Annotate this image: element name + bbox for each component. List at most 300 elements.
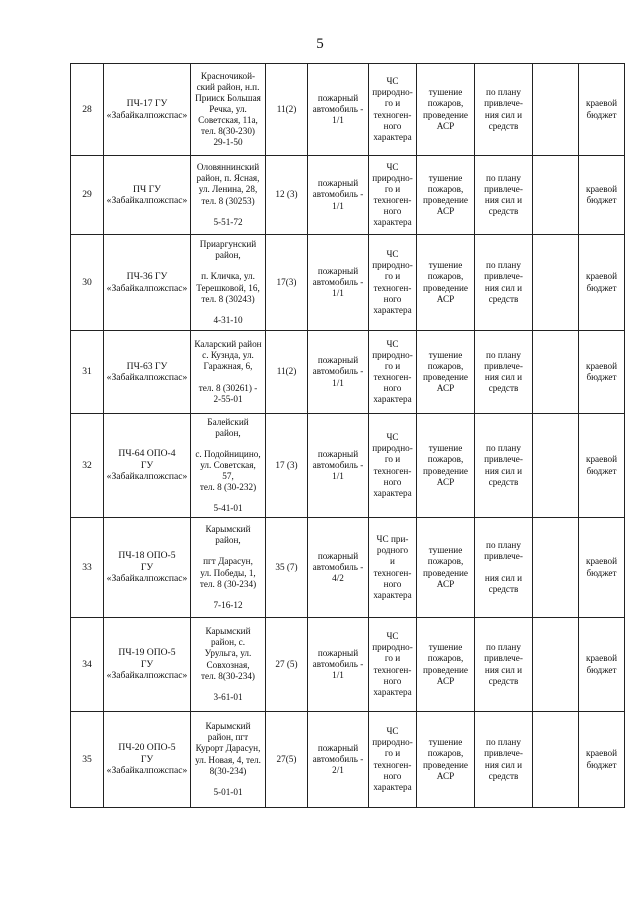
unit-name-line: ПЧ-17 ГУ	[126, 98, 168, 109]
tasks-cell	[417, 331, 475, 414]
equipment-line: автомобиль -	[312, 103, 364, 114]
equipment-line: пожарный	[317, 448, 359, 459]
funding-line: краевой	[586, 271, 617, 282]
unit-name-line: «Забайкалпожспас»	[106, 372, 188, 383]
plan-cell	[475, 712, 533, 808]
equipment-cell	[308, 414, 369, 518]
empty-cell	[533, 156, 579, 235]
emergency-type-line: природно-	[372, 349, 413, 360]
tasks-cell	[417, 518, 475, 618]
row-number-cell: 31	[71, 331, 104, 414]
emergency-type-line: ЧС	[386, 76, 399, 87]
plan-line: средств	[488, 383, 519, 394]
tasks-line: тушение	[428, 172, 463, 183]
emergency-type-cell	[369, 64, 417, 156]
emergency-type-cell	[369, 156, 417, 235]
empty-cell	[533, 414, 579, 518]
row-number-cell: 33	[71, 518, 104, 618]
address-line: 5-01-01	[213, 786, 243, 797]
unit-name-line: «Забайкалпожспас»	[106, 573, 188, 585]
unit-name-cell	[104, 64, 191, 156]
address-line: тел. 8(30-234)	[200, 670, 255, 681]
unit-name-cell	[104, 414, 191, 518]
equipment-cell	[308, 618, 369, 712]
address-line: Совхозная,	[206, 659, 250, 670]
plan-cell	[475, 331, 533, 414]
table-row	[71, 712, 625, 808]
emergency-type-line: техноген-	[373, 195, 412, 205]
equipment-line: 2/1	[332, 765, 344, 776]
table-row	[71, 518, 625, 618]
tasks-cell	[417, 156, 475, 235]
unit-name-line: «Забайкалпожспас»	[106, 471, 188, 483]
tasks-line: проведение	[422, 372, 468, 382]
emergency-type-line: ЧС при-	[376, 534, 409, 545]
funding-cell	[579, 235, 625, 331]
address-line: тел. 8(30-230)	[200, 126, 255, 137]
emergency-type-line: ЧС	[386, 432, 399, 443]
emergency-type-cell	[369, 618, 417, 712]
funding-cell	[579, 331, 625, 414]
staff-count-cell: 11(2)	[266, 331, 308, 414]
funding-line: краевой	[586, 748, 617, 759]
address-line: тел. 8 (30253)	[201, 195, 255, 206]
address-gap	[193, 439, 263, 449]
plan-cell	[475, 235, 533, 331]
table-row	[71, 414, 625, 518]
tasks-cell	[417, 64, 475, 156]
emergency-type-line: характера	[373, 394, 412, 405]
unit-name-line: «Забайкалпожспас»	[106, 109, 188, 121]
equipment-line: автомобиль -	[312, 561, 364, 572]
emergency-type-cell	[369, 331, 417, 414]
staff-count-cell: 11(2)	[266, 64, 308, 156]
row-number-cell: 34	[71, 618, 104, 712]
address-line: ский район, н.п.	[196, 81, 260, 92]
address-line: с. Подойницино,	[195, 448, 261, 459]
equipment-line: 1/1	[332, 288, 344, 299]
address-line: Речка, ул.	[209, 103, 247, 114]
tasks-line: проведение	[422, 465, 468, 476]
tasks-line: тушение	[428, 737, 463, 748]
emergency-type-line: характера	[373, 589, 412, 600]
address-line: ул. Победы, 1,	[200, 567, 256, 578]
emergency-type-line: природно-	[372, 737, 413, 748]
plan-line: ния сил и	[484, 282, 523, 293]
equipment-line: автомобиль -	[312, 366, 364, 377]
emergency-type-line: ЧС	[386, 726, 399, 737]
funding-line: бюджет	[586, 282, 617, 293]
address-line: Советская, 11а,	[198, 115, 258, 126]
address-line: Терешковой, 16,	[196, 282, 260, 293]
equipment-line: автомобиль -	[312, 459, 364, 470]
funding-line: бюджет	[586, 567, 617, 578]
address-cell	[191, 156, 266, 235]
address-line: ул. Новая, 4, тел.	[195, 754, 261, 765]
emergency-type-line: ного	[383, 675, 402, 686]
plan-line: средств	[488, 293, 519, 304]
emergency-type-line: ного	[383, 206, 402, 217]
tasks-line: проведение	[422, 195, 468, 205]
plan-line: привлече-	[484, 98, 523, 109]
equipment-line: пожарный	[317, 742, 359, 753]
address-gap	[193, 682, 263, 692]
unit-name-cell	[104, 331, 191, 414]
tasks-line: АСР	[436, 675, 455, 686]
emergency-type-line: го и	[384, 183, 401, 194]
plan-cell	[475, 414, 533, 518]
address-line: 7-16-12	[213, 599, 243, 610]
address-line: тел. 8 (30243)	[201, 293, 255, 304]
funding-cell	[579, 156, 625, 235]
equipment-line: автомобиль -	[312, 753, 364, 764]
tasks-line: тушение	[428, 260, 463, 271]
equipment-line: автомобиль -	[312, 276, 364, 287]
tasks-line: пожаров,	[427, 98, 464, 109]
plan-line: по плану	[486, 539, 521, 550]
emergency-type-line: го и	[384, 454, 401, 465]
emergency-type-line: го и	[384, 98, 401, 109]
unit-name-cell	[104, 618, 191, 712]
unit-name-line: ПЧ-64 ОПО-4	[118, 448, 176, 460]
funding-line: бюджет	[586, 465, 617, 476]
address-gap	[193, 546, 263, 556]
equipment-line: 1/1	[332, 670, 344, 681]
funding-cell	[579, 414, 625, 518]
equipment-line: 1/1	[332, 377, 344, 388]
address-line: Прииск Большая	[195, 92, 261, 103]
plan-cell	[475, 618, 533, 712]
equipment-cell	[308, 235, 369, 331]
unit-name-line: ПЧ ГУ	[133, 183, 161, 195]
emergency-type-cell	[369, 712, 417, 808]
plan-line: средств	[488, 584, 519, 595]
plan-line: привлече-	[484, 653, 523, 664]
emergency-type-line: родного	[376, 545, 409, 556]
address-line: пгт Дарасун,	[203, 556, 253, 567]
equipment-line: 1/1	[332, 115, 344, 126]
tasks-line: тушение	[428, 87, 463, 98]
address-gap	[193, 207, 263, 217]
plan-line: ния сил и	[484, 195, 523, 205]
empty-cell	[533, 64, 579, 156]
tasks-line: пожаров,	[427, 360, 464, 371]
tasks-line: пожаров,	[427, 271, 464, 282]
tasks-line: проведение	[422, 664, 468, 675]
address-cell	[191, 518, 266, 618]
emergency-type-line: характера	[373, 781, 412, 792]
equipment-line: пожарный	[317, 550, 359, 561]
tasks-line: проведение	[422, 567, 468, 578]
plan-line: по плану	[486, 443, 521, 454]
equipment-cell	[308, 518, 369, 618]
plan-line: привлече-	[484, 183, 523, 194]
equipment-line: пожарный	[317, 92, 359, 103]
plan-line: ния сил и	[484, 573, 523, 584]
plan-line: по плану	[486, 87, 521, 98]
emergency-type-line: ного	[383, 293, 402, 304]
tasks-line: АСР	[436, 383, 455, 394]
address-line: 2-55-01	[213, 393, 243, 404]
address-line: тел. 8 (30-232)	[199, 482, 257, 493]
tasks-line: пожаров,	[427, 183, 464, 194]
emergency-type-line: природно-	[372, 260, 413, 271]
row-number-cell: 35	[71, 712, 104, 808]
unit-name-line: ПЧ-20 ОПО-5	[118, 742, 176, 754]
emergency-type-line: техноген-	[373, 465, 412, 476]
plan-line: ния сил и	[484, 372, 523, 382]
address-gap	[193, 305, 263, 315]
address-line: Карымский	[205, 721, 251, 732]
emergency-type-line: характера	[373, 487, 412, 498]
emergency-type-line: го и	[384, 653, 401, 664]
tasks-line: проведение	[422, 109, 468, 120]
emergency-type-line: ного	[383, 383, 402, 394]
address-line: Балейский	[207, 416, 249, 427]
address-cell	[191, 64, 266, 156]
address-line: ул. Ленина, 28,	[198, 184, 258, 195]
plan-line: привлече-	[484, 360, 523, 371]
tasks-cell	[417, 235, 475, 331]
plan-line: ния сил и	[484, 109, 523, 120]
address-line: 4-31-10	[213, 314, 243, 325]
staff-count-cell: 27(5)	[266, 712, 308, 808]
address-gap	[193, 493, 263, 503]
funding-line: краевой	[586, 360, 617, 371]
address-line: Карымский	[205, 524, 251, 535]
funding-line: краевой	[586, 98, 617, 109]
plan-line: по плану	[486, 260, 521, 271]
emergency-type-line: го и	[384, 360, 401, 371]
plan-line: ния сил и	[484, 465, 523, 476]
staff-count-cell: 12 (3)	[266, 156, 308, 235]
equipment-cell	[308, 712, 369, 808]
equipment-line: 4/2	[332, 573, 344, 584]
emergency-type-line: ного	[383, 578, 402, 589]
unit-name-cell	[104, 235, 191, 331]
tasks-line: тушение	[428, 642, 463, 653]
emergency-type-line: ЧС	[386, 631, 399, 642]
emergency-type-line: техноген-	[373, 664, 412, 675]
staff-count-cell: 35 (7)	[266, 518, 308, 618]
tasks-line: АСР	[436, 578, 455, 589]
row-number-cell: 32	[71, 414, 104, 518]
address-cell	[191, 235, 266, 331]
emergency-type-line: природно-	[372, 443, 413, 454]
address-line: Курорт Дарасун,	[195, 743, 261, 754]
emergency-type-cell	[369, 235, 417, 331]
funding-line: краевой	[586, 556, 617, 567]
unit-name-line: ПЧ-36 ГУ	[126, 271, 168, 282]
equipment-line: пожарный	[317, 178, 359, 189]
plan-line: привлече-	[484, 454, 523, 465]
tasks-line: АСР	[436, 293, 455, 304]
address-cell	[191, 618, 266, 712]
address-cell	[191, 712, 266, 808]
plan-line: привлече-	[484, 271, 523, 282]
address-line: район, с.	[210, 637, 246, 648]
unit-name-line: ГУ	[140, 459, 154, 471]
plan-line: привлече-	[484, 748, 523, 759]
address-line: с. Кузнда, ул.	[202, 350, 254, 361]
funding-line: бюджет	[586, 109, 617, 120]
plan-cell	[475, 156, 533, 235]
address-line: район,	[215, 535, 241, 546]
funding-line: краевой	[586, 454, 617, 465]
funding-line: краевой	[586, 183, 617, 194]
emergency-type-line: характера	[373, 131, 412, 142]
equipment-line: 1/1	[332, 200, 344, 211]
address-line: 5-51-72	[213, 216, 243, 227]
unit-name-line: ПЧ-63 ГУ	[126, 360, 168, 372]
unit-name-cell	[104, 156, 191, 235]
plan-line: средств	[488, 476, 519, 487]
address-gap	[193, 590, 263, 600]
tasks-line: АСР	[436, 770, 455, 781]
plan-cell	[475, 518, 533, 618]
unit-name-line: «Забайкалпожспас»	[106, 670, 188, 682]
address-cell	[191, 331, 266, 414]
emergency-type-line: характера	[373, 686, 412, 697]
unit-name-line: ПЧ-19 ОПО-5	[118, 647, 176, 659]
unit-name-line: ГУ	[140, 658, 154, 670]
equipment-line: автомобиль -	[312, 658, 364, 669]
unit-name-line: ГУ	[140, 561, 154, 573]
row-number-cell: 30	[71, 235, 104, 331]
plan-line: ния сил и	[484, 664, 523, 675]
address-line: Каларский район	[194, 339, 262, 350]
address-line: район,	[215, 427, 241, 438]
table-row	[71, 156, 625, 235]
plan-line: средств	[488, 206, 519, 217]
equipment-line: пожарный	[317, 265, 359, 276]
emergency-type-line: ЧС	[386, 161, 399, 172]
address-line: Приаргунский	[199, 239, 257, 250]
tasks-line: проведение	[422, 759, 468, 770]
tasks-line: пожаров,	[427, 748, 464, 759]
unit-name-line: ГУ	[140, 753, 154, 765]
tasks-line: пожаров,	[427, 454, 464, 465]
emergency-type-line: природно-	[372, 172, 413, 183]
funding-cell	[579, 64, 625, 156]
unit-name-cell	[104, 712, 191, 808]
row-number-cell: 29	[71, 156, 104, 235]
address-line: ул. Советская,	[200, 459, 256, 470]
staff-count-cell: 17(3)	[266, 235, 308, 331]
tasks-cell	[417, 618, 475, 712]
funding-line: бюджет	[586, 372, 617, 382]
plan-line	[477, 562, 530, 573]
table-row	[71, 618, 625, 712]
address-line: Карымский	[205, 626, 251, 637]
equipment-line: пожарный	[317, 647, 359, 658]
address-line: п. Кличка, ул.	[201, 271, 255, 282]
empty-cell	[533, 618, 579, 712]
empty-cell	[533, 331, 579, 414]
address-gap	[193, 261, 263, 271]
address-line: Красночикой-	[200, 70, 256, 81]
address-gap	[193, 373, 263, 383]
address-line: 5-41-01	[213, 503, 243, 514]
staff-count-cell: 27 (5)	[266, 618, 308, 712]
address-line: 8(30-234)	[209, 765, 247, 776]
emergency-type-line: техноген-	[373, 282, 412, 293]
address-line: Урульга, ул.	[204, 648, 252, 659]
empty-cell	[533, 235, 579, 331]
tasks-line: пожаров,	[427, 556, 464, 567]
address-line: район, п. Ясная,	[196, 173, 260, 184]
funding-cell	[579, 712, 625, 808]
row-number-cell: 28	[71, 64, 104, 156]
funding-line: краевой	[586, 653, 617, 664]
funding-line: бюджет	[586, 195, 617, 205]
funding-line: бюджет	[586, 664, 617, 675]
address-cell	[191, 414, 266, 518]
equipment-line: пожарный	[317, 355, 359, 366]
plan-line: по плану	[486, 642, 521, 653]
fire-units-table	[70, 63, 625, 808]
tasks-cell	[417, 414, 475, 518]
emergency-type-line: техноген-	[373, 109, 412, 120]
tasks-line: проведение	[422, 282, 468, 293]
emergency-type-line: характера	[373, 304, 412, 315]
equipment-cell	[308, 331, 369, 414]
equipment-cell	[308, 64, 369, 156]
plan-line: по плану	[486, 349, 521, 360]
emergency-type-line: и	[390, 556, 395, 567]
tasks-line: АСР	[436, 120, 455, 131]
empty-cell	[533, 712, 579, 808]
emergency-type-line: го и	[384, 271, 401, 282]
plan-line: по плану	[486, 172, 521, 183]
address-line: 3-61-01	[213, 691, 243, 702]
page-number: 5	[316, 36, 324, 52]
empty-cell	[533, 518, 579, 618]
plan-line: средств	[488, 120, 519, 131]
emergency-type-line: техноген-	[373, 759, 412, 770]
plan-cell	[475, 64, 533, 156]
emergency-type-line: ного	[383, 476, 402, 487]
emergency-type-line: ного	[383, 770, 402, 781]
plan-line: средств	[488, 770, 519, 781]
address-line: 57,	[222, 471, 234, 482]
emergency-type-line: техноген-	[373, 567, 412, 578]
address-line: тел. 8 (30-234)	[199, 578, 257, 589]
table-row	[71, 235, 625, 331]
emergency-type-line: техноген-	[373, 372, 412, 382]
staff-count-cell: 17 (3)	[266, 414, 308, 518]
address-line: район,	[215, 250, 241, 261]
tasks-line: тушение	[428, 545, 463, 556]
tasks-line: пожаров,	[427, 653, 464, 664]
equipment-cell	[308, 156, 369, 235]
unit-name-line: «Забайкалпожспас»	[106, 282, 188, 294]
tasks-line: АСР	[436, 476, 455, 487]
equipment-line: 1/1	[332, 471, 344, 482]
address-gap	[193, 777, 263, 787]
emergency-type-line: ного	[383, 120, 402, 131]
address-line: Гаражная, 6,	[203, 361, 253, 372]
emergency-type-line: характера	[373, 217, 412, 228]
emergency-type-line: го и	[384, 748, 401, 759]
emergency-type-line: ЧС	[386, 249, 399, 260]
funding-cell	[579, 618, 625, 712]
tasks-line: АСР	[436, 206, 455, 217]
tasks-cell	[417, 712, 475, 808]
unit-name-line: ПЧ-18 ОПО-5	[118, 550, 176, 562]
emergency-type-cell	[369, 518, 417, 618]
emergency-type-line: природно-	[372, 642, 413, 653]
